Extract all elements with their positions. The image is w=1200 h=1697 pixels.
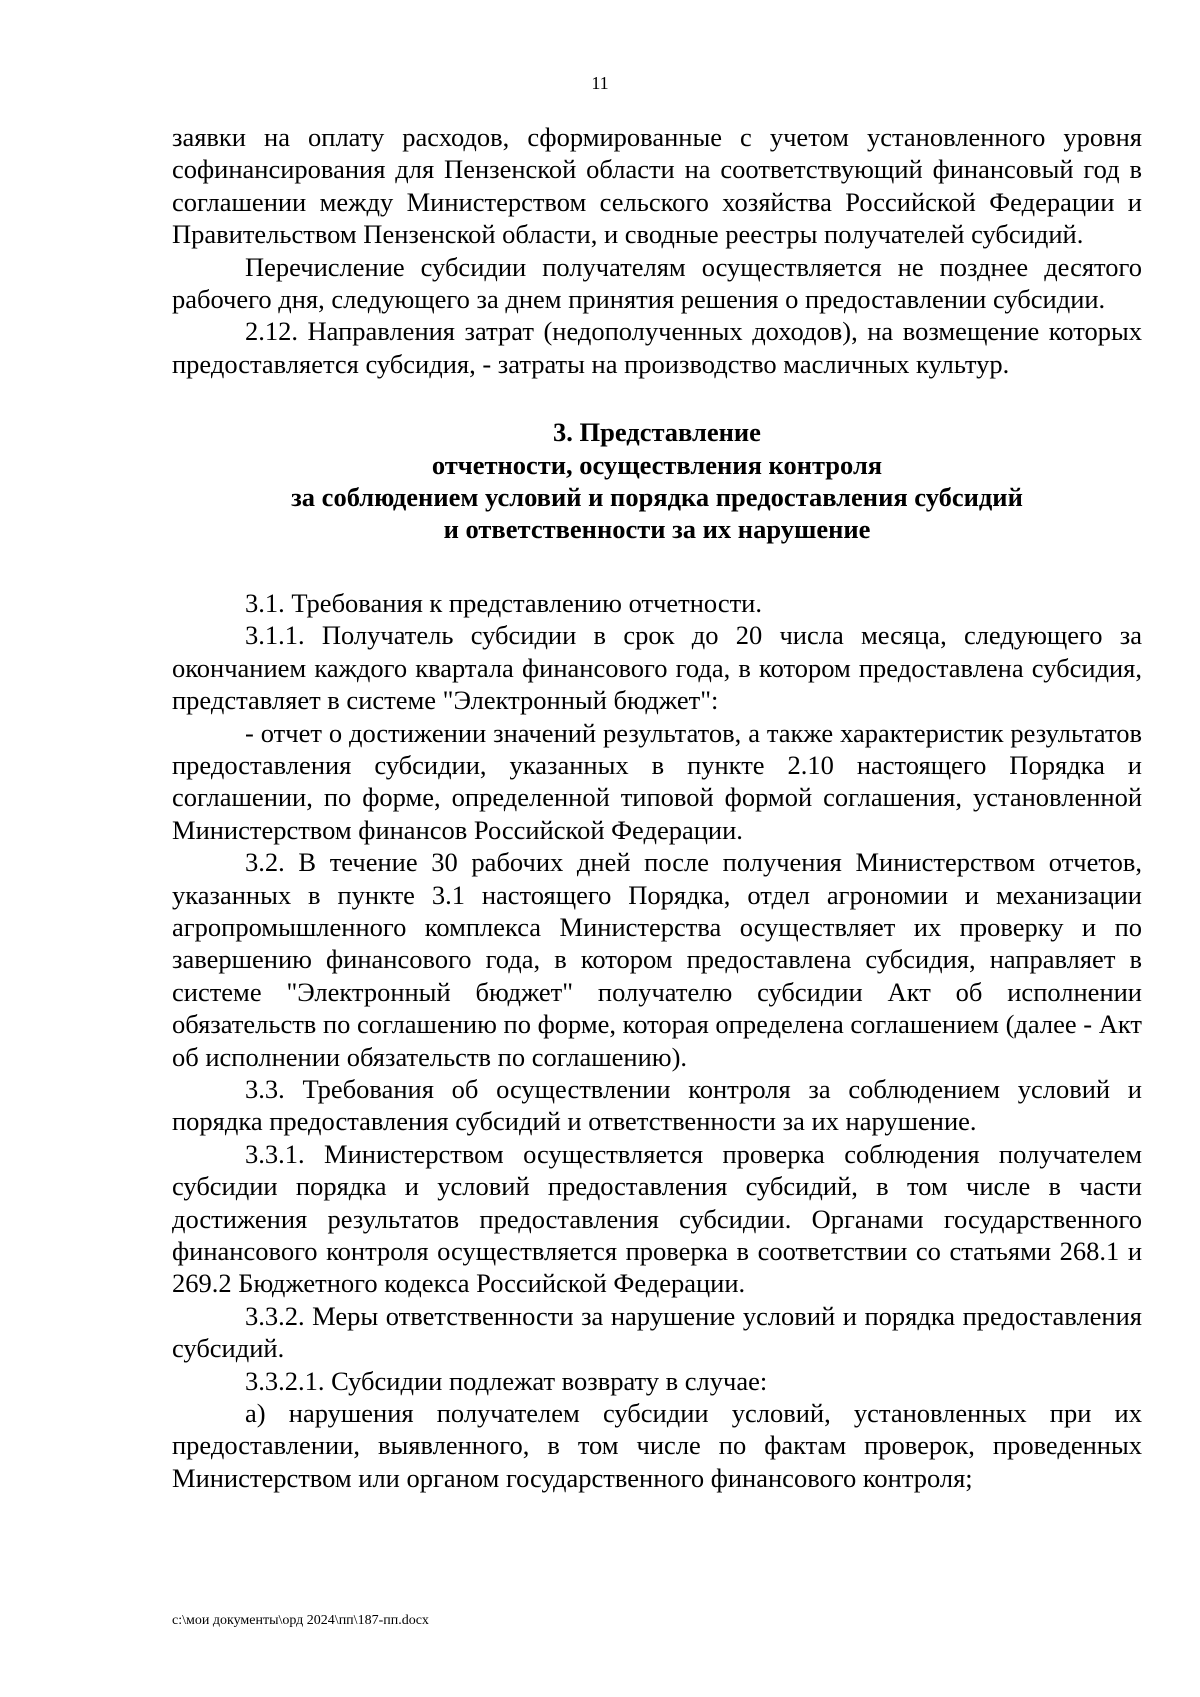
bottom-paragraphs (172, 587, 1142, 1494)
paragraph-3-3: 3.3. Требования об осуществлении контроля за соблюдением условий и порядка предоставления субсидий и ответственности за их нарушение. (172, 1073, 1142, 1137)
paragraph-3-3-2: 3.3.2. Меры ответственности за нарушение условий и порядка предоставления субсидий. (172, 1300, 1142, 1364)
paragraph-3-3-1: 3.3.1. Министерством осуществляется проверка соблюдения получателем субсидии порядка и условий предоставления субсидий, в том числе в части достижения результатов предоставления субсидии. Органами государственного финансового контроля осуществляется проверка в соответствии со статьями 268.1 и 269.2 Бюджетного кодекса Российской Федерации. (172, 1138, 1142, 1299)
section-heading-line: и ответственности за их нарушение (443, 514, 871, 545)
paragraph-3-1: 3.1. Требования к представлению отчетности. (245, 587, 762, 618)
paragraph-3-2: 3.2. В течение 30 рабочих дней после получения Министерством отчетов, указанных в пункте 3.1 настоящего Порядка, отдел агрономии и механизации агропромышленного комплекса Министерства осуществляет их проверку и по завершению финансового года, в котором предоставлена субсидия, направляет в системе "Электронный бюджет" получателю субсидии Акт об исполнении обязательств по соглашению по форме, которая определена соглашением (далее - Акт об исполнении обязательств по соглашению). (172, 847, 1142, 1072)
paragraph-transfer: Перечисление субсидии получателям осуществляется не позднее десятого рабочего дня, следующего за днем принятия решения о предоставлении субсидии. (172, 251, 1142, 315)
section-heading-line: отчетности, осуществления контроля (431, 449, 883, 480)
paragraph-report: - отчет о достижении значений результатов, а также характеристик результатов предоставления субсидии, указанных в пункте 2.10 настоящего Порядка и соглашении, по форме, определенной типовой формой соглашения, установленной Министерством финансов Российской Федерации. (172, 717, 1142, 845)
section-heading-line: 3. Представление (553, 417, 761, 448)
section-heading-line: за соблюдением условий и порядка предоставления субсидий (291, 482, 1023, 513)
top-paragraphs (172, 121, 1142, 380)
paragraph-2-12: 2.12. Направления затрат (недополученных доходов), на возмещение которых предоставляется субсидия, - затраты на производство масличных культур. (172, 316, 1142, 379)
page-number: 11 (591, 73, 609, 93)
paragraph-3-1-1: 3.1.1. Получатель субсидии в срок до 20 числа месяца, следующего за окончанием каждого квартала финансового года, в котором предоставлена субсидия, представляет в системе "Электронный бюджет": (172, 620, 1142, 716)
paragraph-applications: заявки на оплату расходов, сформированные с учетом установленного уровня софинансирования для Пензенской области на соответствующий финансовый год в соглашении между Министерством сельского хозяйства Российской Федерации и Правительством Пензенской области, и сводные реестры получателей субсидий. (172, 122, 1142, 250)
paragraph-3-3-2-1: 3.3.2.1. Субсидии подлежат возврату в случае: (245, 1365, 768, 1396)
footer-file-path: c:\мои документы\орд 2024\пп\187-пп.docx (172, 1613, 429, 1628)
section-heading (172, 416, 1142, 546)
paragraph-item-a: а) нарушения получателем субсидии условий, установленных при их предоставлении, выявленного, в том числе по фактам проверок, проведенных Министерством или органом государственного финансового контроля; (172, 1398, 1142, 1493)
document-body (172, 121, 1142, 1494)
